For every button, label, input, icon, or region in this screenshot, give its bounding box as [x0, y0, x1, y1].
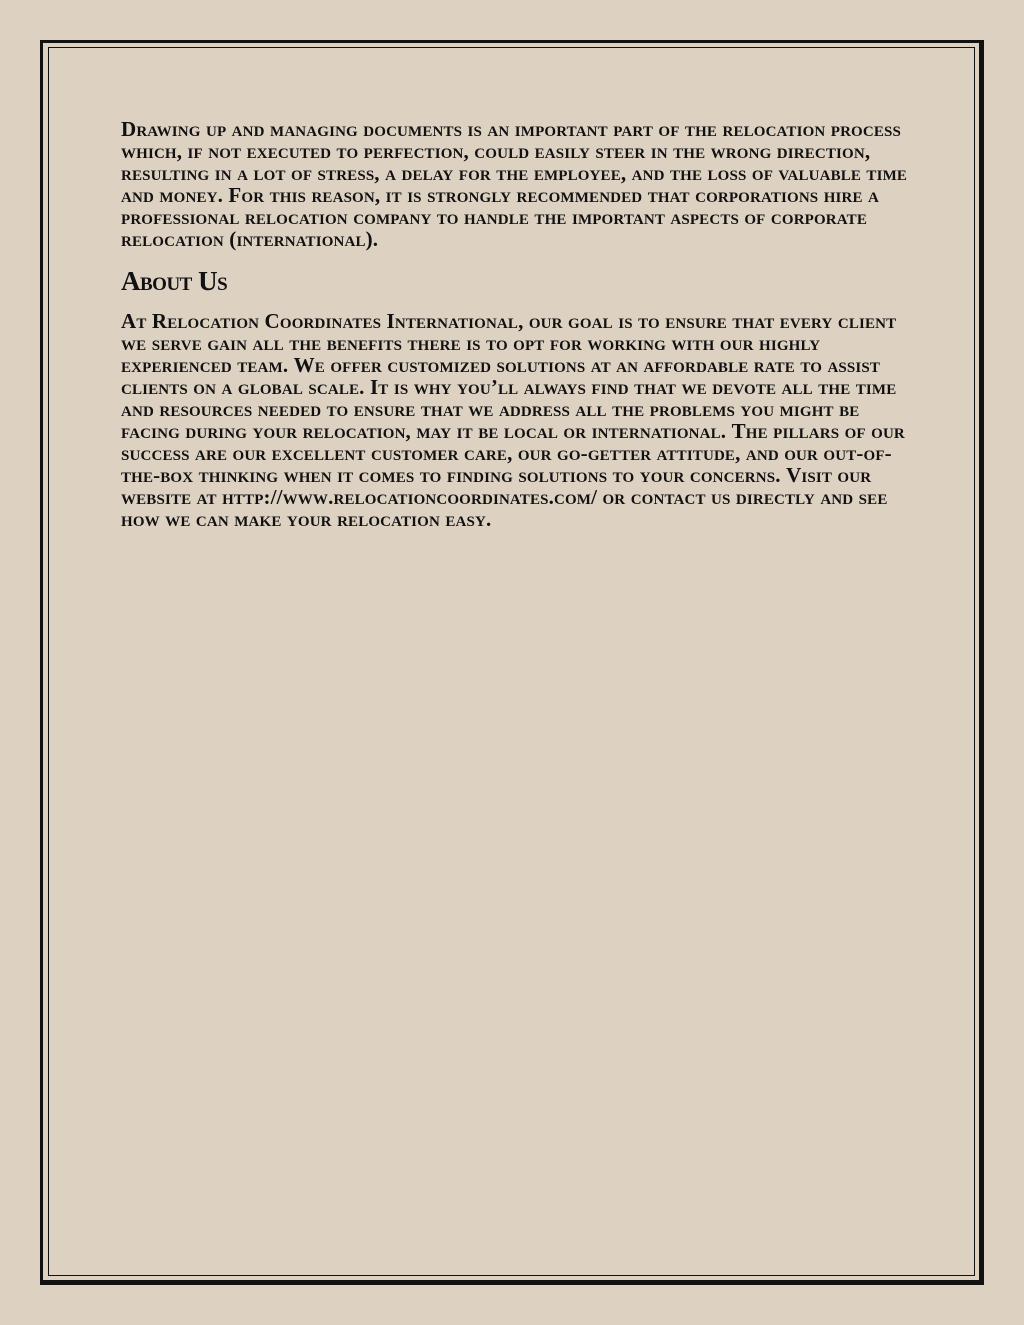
about-us-paragraph: At Relocation Coordinates International, our goal is to ensure that every client we serve gain all the benefits there is to opt for working with our highly experienced team. We offer customized solutions at an affordable rate to assist clients on a global scale. It is why you’ll always find that we devote all the time and resources needed to ensure that we address all the problems you might be facing during your relocation, may it be local or international. The pillars of our success are our excellent customer care, our go-getter attitude, and our out-of-the-box thinking when it comes to finding solutions to your concerns. Visit our website at http://www.relocationcoordinates.com/ or contact us directly and see how we can make your relocation easy.: [121, 308, 905, 532]
about-us-heading: About Us: [121, 265, 228, 296]
document-body: [121, 118, 911, 531]
intro-paragraph: Drawing up and managing documents is an important part of the relocation process which, if not executed to perfection, could easily steer in the wrong direction, resulting in a lot of stress, a delay for the employee, and the loss of valuable time and money. For this reason, it is strongly recommended that corporations hire a professional relocation company to handle the important aspects of corporate relocation (international).: [121, 117, 908, 252]
